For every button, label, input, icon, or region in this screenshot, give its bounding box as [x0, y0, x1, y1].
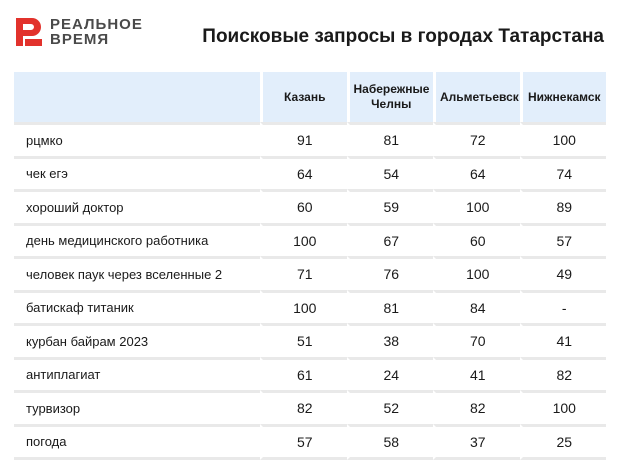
value-cell: 60 [433, 223, 520, 257]
value-cell: 70 [433, 323, 520, 357]
table-row [14, 223, 606, 257]
logo-line-2: ВРЕМЯ [50, 31, 110, 48]
row-label: турвизор [14, 390, 260, 424]
table-row [14, 256, 606, 290]
value-cell: 81 [347, 122, 434, 156]
row-label: батискаф титаник [14, 290, 260, 324]
value-cell: 61 [260, 357, 347, 391]
row-label: человек паук через вселенные 2 [14, 256, 260, 290]
logo-mark-icon [14, 16, 44, 48]
value-cell: 49 [520, 256, 607, 290]
value-cell: 51 [260, 323, 347, 357]
value-cell: 54 [347, 156, 434, 190]
value-cell: 58 [347, 424, 434, 461]
value-cell: 84 [433, 290, 520, 324]
value-cell: 37 [433, 424, 520, 461]
value-cell: 76 [347, 256, 434, 290]
page-title: Поисковые запросы в городах Татарстана [202, 26, 604, 47]
value-cell: 100 [260, 223, 347, 257]
value-cell: 38 [347, 323, 434, 357]
row-label: чек егэ [14, 156, 260, 190]
table-row [14, 323, 606, 357]
header-empty-cell [14, 72, 260, 122]
value-cell: 60 [260, 189, 347, 223]
value-cell: 67 [347, 223, 434, 257]
logo[interactable] [14, 16, 143, 48]
column-header-almetyevsk: Альметьевск [433, 72, 520, 122]
value-cell: 82 [260, 390, 347, 424]
table-row [14, 122, 606, 156]
value-cell: 57 [260, 424, 347, 461]
logo-text [50, 17, 143, 47]
table-row [14, 290, 606, 324]
column-header-naberezhnye-chelny: Набережные Челны [347, 72, 434, 122]
table-row [14, 156, 606, 190]
table-row [14, 424, 606, 461]
row-label: хороший доктор [14, 189, 260, 223]
search-queries-table [14, 72, 606, 460]
value-cell: 74 [520, 156, 607, 190]
value-cell: - [520, 290, 607, 324]
header-row [14, 72, 606, 122]
value-cell: 57 [520, 223, 607, 257]
row-label: день медицинского работника [14, 223, 260, 257]
table-row [14, 189, 606, 223]
value-cell: 100 [520, 122, 607, 156]
value-cell: 24 [347, 357, 434, 391]
row-label: погода [14, 424, 260, 461]
value-cell: 25 [520, 424, 607, 461]
value-cell: 100 [260, 290, 347, 324]
table-row [14, 357, 606, 391]
value-cell: 64 [433, 156, 520, 190]
value-cell: 41 [520, 323, 607, 357]
row-label: рцмко [14, 122, 260, 156]
value-cell: 100 [520, 390, 607, 424]
value-cell: 89 [520, 189, 607, 223]
row-label: антиплагиат [14, 357, 260, 391]
value-cell: 82 [433, 390, 520, 424]
value-cell: 59 [347, 189, 434, 223]
logo-line-1: РЕАЛЬНОЕ [50, 16, 143, 33]
value-cell: 41 [433, 357, 520, 391]
value-cell: 100 [433, 189, 520, 223]
value-cell: 52 [347, 390, 434, 424]
table-row [14, 390, 606, 424]
value-cell: 91 [260, 122, 347, 156]
value-cell: 82 [520, 357, 607, 391]
row-label: курбан байрам 2023 [14, 323, 260, 357]
value-cell: 64 [260, 156, 347, 190]
value-cell: 100 [433, 256, 520, 290]
value-cell: 72 [433, 122, 520, 156]
value-cell: 71 [260, 256, 347, 290]
value-cell: 81 [347, 290, 434, 324]
column-header-kazan: Казань [260, 72, 347, 122]
column-header-nizhnekamsk: Нижнекамск [520, 72, 607, 122]
